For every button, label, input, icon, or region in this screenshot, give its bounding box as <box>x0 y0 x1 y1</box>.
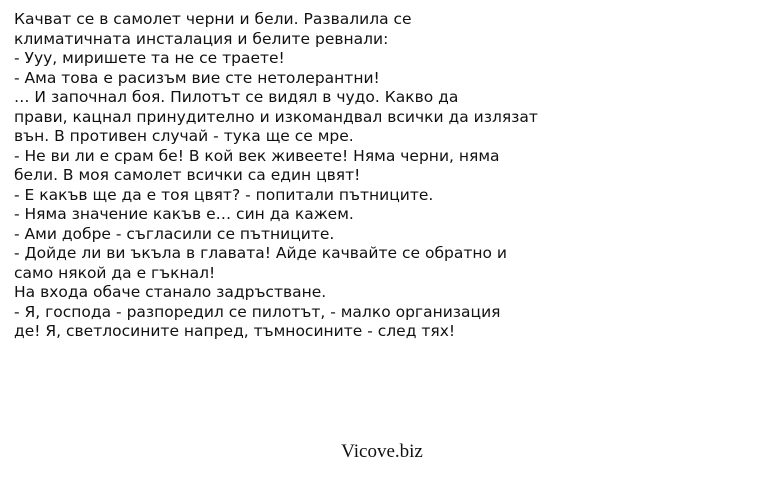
joke-line: На входа обаче станало задръстване. <box>14 283 327 301</box>
joke-line: - Дойде ли ви ъкъла в главата! Айде качвайте се обратно и <box>14 244 508 262</box>
joke-line: - Не ви ли е срам бе! В кой век живеете! Няма черни, няма <box>14 146 500 165</box>
joke-line: Качват се в самолет черни и бели. Развалила се <box>14 10 412 28</box>
joke-line: - Ама това е расизъм вие сте нетолерантни! <box>14 68 380 87</box>
joke-line: климатичната инсталация и белите ревнали: <box>14 29 389 48</box>
joke-line: - Ами добре - съгласили се пътниците. <box>14 224 335 243</box>
joke-line: вън. В противен случай - тука ще се мре. <box>14 127 354 145</box>
joke-line: - Няма значение какъв е… син да кажем. <box>14 205 354 223</box>
joke-line: - Е какъв ще да е тоя цвят? - попитали пътниците. <box>14 185 434 204</box>
joke-line: - Ууу, миришете та не се траете! <box>14 49 285 67</box>
joke-line: - Я, господа - разпоредил се пилотът, - малко организация <box>14 302 501 321</box>
site-watermark: Vicove.biz <box>341 441 423 462</box>
joke-text <box>14 10 754 342</box>
joke-line: … И започнал боя. Пилотът се видял в чудо. Какво да <box>14 88 459 106</box>
joke-line: де! Я, светлосините напред, тъмносините - след тях! <box>14 322 456 340</box>
joke-line: само някой да е гъкнал! <box>14 263 216 282</box>
joke-line: бели. В моя самолет всички са един цвят! <box>14 166 361 184</box>
joke-line: прави, кацнал принудително и изкомандвал всички да излязат <box>14 107 538 126</box>
